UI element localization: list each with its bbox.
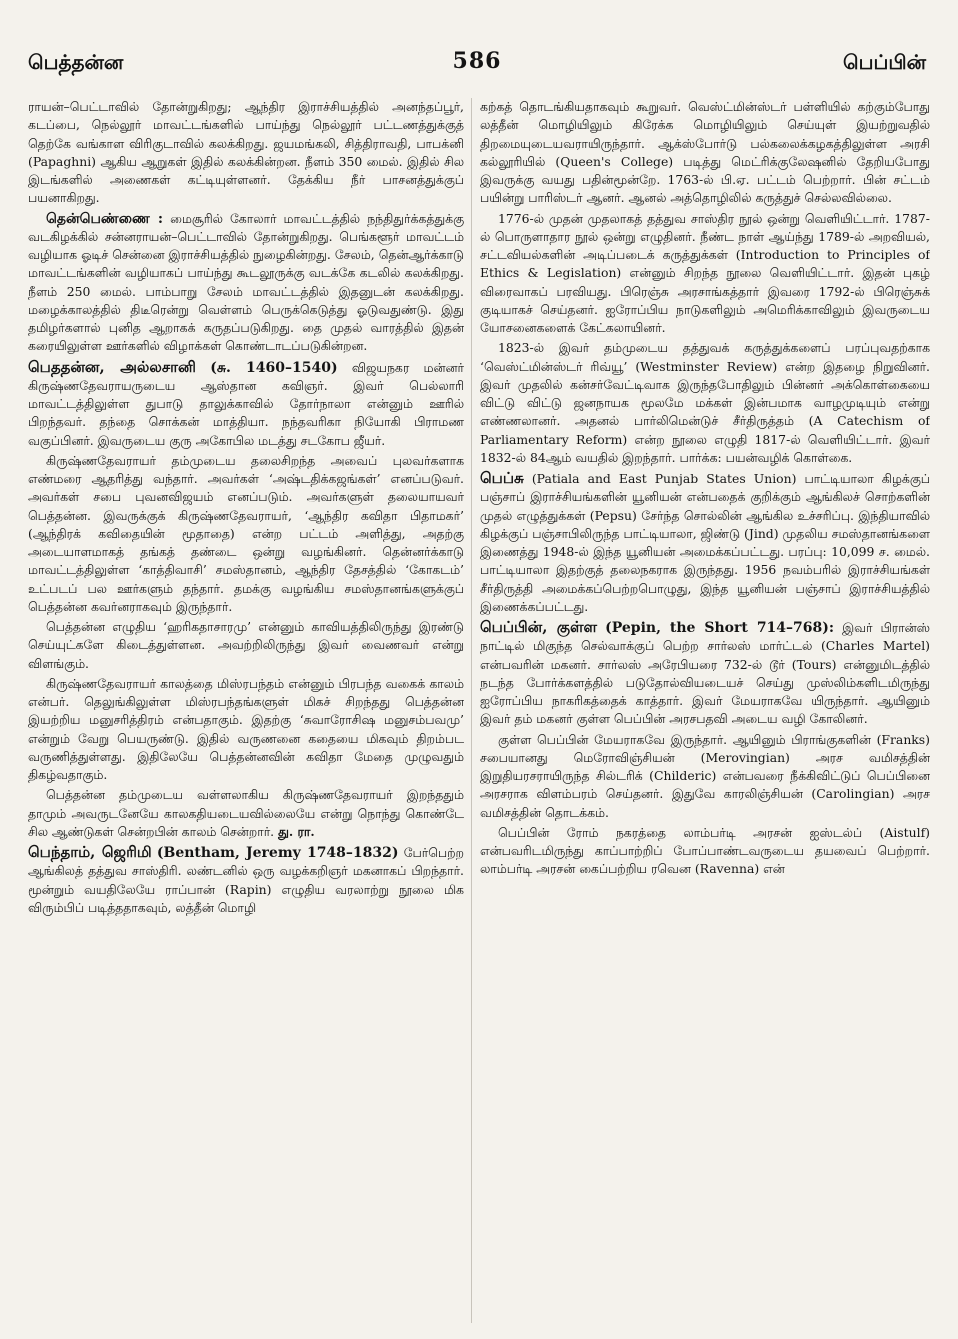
entry-text: (Patiala and East Punjab States Union) பாட்டியாலா கிழக்குப் பஞ்சாப் இராச்சியங்களின் யூனியன் என்பதைக் குறிக்கும் ஆங்கிலச் சொற்களின் முதல் எழுத்துக்கள் (Pepsu) சேர்ந்த சொல்லின் ஆங்கில உச்சரிப்பு. இந்தியாவில் கிழக்குப் பஞ்சாபிலிருந்த பாட்டியாலா, ஜிண்டு (Jind) முதலிய சமஸ்தானங்களை இணைத்து 1948-ல் இந்த யூனியன் அமைக்கப்பட்டது. பரப்பு: 10,099 ச. மைல். பாட்டியாலா இதற்குத் தலைநகராக இருந்தது. 1956 நவம்பரில் இராச்சியங்கள் சீர்திருத்தி அமைக்கப்பெற்றபொழுது, இந்த யூனியன் பஞ்சாப் இராச்சியத்தில் இணைக்கப்பட்டது.: [480, 471, 930, 614]
thenpennai-paragraph: [28, 210, 464, 356]
entry-text: பேர்பெற்ற ஆங்கிலத் தத்துவ சாஸ்திரி. லண்டனில் ஒரு வழக்கறிஞர் மகனாகப் பிறந்தார். மூன்றும் வயதிலேயே ராப்பான் (Rapin) எழுதிய வரலாற்று நூலை மிக விரும்பிப் படித்ததாகவும், லத்தீன் மொழி: [28, 845, 464, 915]
entry-paragraph: பெப்பின் ரோம் நகரத்தை லாம்பர்டி அரசன் ஐஸ்டல்ப் (Aistulf) என்பவரிடமிருந்து காப்பாற்றிப் போப்பாண்டவருடைய தயவைப் பெற்றார். லாம்பர்டி அரசன் கைப்பற்றிய ரவென (Ravenna) என்: [480, 824, 930, 877]
entry-heading-pepsu: பெப்சு: [480, 469, 524, 487]
river-paragraph: ராயன்–பெட்டாவில் தோன்றுகிறது; ஆந்திர இராச்சியத்தில் அனந்தப்பூர், கடப்பை, நெல்லூர் மாவட்டங்களில் பாய்ந்து நெல்லூர் பட்டணத்துக்குத் தெற்கே வங்காள விரிகுடாவில் கலக்கிறது. ஜயமங்கலி, சித்திராவதி, பாபக்னி (Papaghni) ஆகிய ஆறுகள் இதில் கலக்கின்றன. நீளம் 350 மைல். இதில் சில இடங்களில் அணைகள் கட்டியுள்ளனர். தேக்கிய நீர் பாசனத்துக்குப் பயனாகிறது.: [28, 99, 464, 206]
thenpennai-heading: தென்பெண்ணை :: [46, 210, 164, 227]
entry-paragraph: பெத்தன்ன எழுதிய ‘ஹரிகதாசாரமு’ என்னும் காவியத்திலிருந்து இரண்டு செய்யுட்களே கிடைத்துள்ளன. அவற்றிலிருந்து இவர் வைணவர் என்று விளங்கும்.: [28, 619, 464, 671]
author-signature: து. ரா.: [278, 823, 315, 839]
entry-dates-peddana: (சு. 1460–1540): [210, 359, 338, 376]
header-left-guide-word: பெத்தன்ன: [28, 50, 124, 74]
entry-paragraph: கிருஷ்ணதேவராயர் காலத்தை மிஸ்ரபந்தம் என்னும் பிரபந்த வகைக் காலம் என்பர். தெலுங்கிலுள்ள மிஸ்ரபந்தங்களுள் மிகச் சிறந்தது பெத்தன்ன இயற்றிய மனுசரித்திரம் என்பதாகும். இதற்கு ‘சுவாரோசிஷ மனுசம்பவமு’ என்றும் வேறு பெயருண்டு. இதில் வருணனை கதையை மிகவும் திறம்பட வருணித்துள்ளது. இதிலேயே பெத்தன்னவின் கவிதா மேதை முழுவதும் திகழ்வதாகும்.: [28, 675, 464, 782]
entry-text: பெத்தன்ன தம்முடைய வள்ளலாகிய கிருஷ்ணதேவராயர் இறந்ததும் தாமும் அவருடனேயே காலகதியடையவில்லையே என்று நொந்து கொண்டே சில ஆண்டுகள் சென்றபின் காலம் சென்றார்.: [28, 787, 464, 839]
entry-heading-peddana: பெததன்ன, அல்லசானி: [28, 357, 196, 376]
entry-peddana: [28, 358, 464, 450]
entry-dates-bentham: (Bentham, Jeremy 1748–1832): [156, 845, 399, 861]
entry-heading-bentham: பெந்தாம், ஜெரிமி: [28, 843, 152, 861]
header-right-guide-word: பெப்பின்: [843, 50, 926, 74]
entry-paragraph: 1776-ல் முதன் முதலாகத் தத்துவ சாஸ்திர நூல் ஒன்று வெளியிட்டார். 1787-ல் பொருளாதார நூல் ஒன்று எழுதினர். நீண்ட நாள் ஆய்ந்து 1789-ல் அறவியல், சட்டவியல்களின் அடிப்படைக் கருத்துக்கள் (Introduction to Principles of Ethics & Legislation) என்னும் சிறந்த நூலை வெளியிட்டார். இதன் புகழ் விரைவாகப் பரவியது. பிரெஞ்சு அரசாங்கத்தார் இவரை 1792-ல் பிரெஞ்சுக் குடியாகச் செய்தனர். ஐரோப்பிய நாடுகளிலும் அமெரிக்காவிலும் இவருடைய யோசனைகளைக் கேட்கலாயினர்.: [480, 210, 930, 335]
entry-paragraph: 1823-ல் இவர் தம்முடைய தத்துவக் கருத்துக்களைப் பரப்புவதற்காக ‘வெஸ்ட்மின்ஸ்டர் ரிவ்யூ’ (Westminster Review) என்ற இதழை நிறுவினர். இவர் முதலில் கன்சர்வேட்டிவாக இருந்தபோதிலும் பின்னர் அக்கொள்கையை விட்டு விட்டு ஜனநாயக மூலமே மக்கள் இன்பமாக வாழமுடியும் என்று எண்ணலானர். அதனல் பார்லிமென்டுச் சீர்திருத்தம் (A Catechism of Parliamentary Reform) என்ற நூலை எழுதி 1817-ல் வெளியிட்டார். இவர் 1832-ல் 84ஆம் வயதில் இறந்தார். பார்க்க: பயன்வழிக் கொள்கை.: [480, 340, 930, 465]
entry-dates-pepin: (Pepin, the Short 714–768):: [605, 620, 835, 636]
entry-text: இவர் பிரான்ஸ் நாட்டில் மிகுந்த செல்வாக்குப் பெற்ற சார்லஸ் மார்ட்டல் (Charles Martel) என்பவரின் மகனர். சார்லஸ் அரேபியரை 732-ல் டூர் (Tours) என்னுமிடத்தில் நடந்த போர்க்களத்தில் படுதோல்வியடையச் செய்து முஸ்லிம்களிடமிருந்து ஐரோப்பிய நாகரிகத்தைக் காத்தார். இவர் மேயராகவே யிருந்தார். ஆயினும் இவர் தம் மகனர் குள்ள பெப்பின் அரசபதவி அடைய வழி கோலினர்.: [480, 620, 930, 727]
left-column: [28, 98, 464, 1333]
entry-pepsu: [480, 469, 930, 616]
bentham-continued: கற்கத் தொடங்கியதாகவும் கூறுவர். வெஸ்ட்மின்ஸ்டர் பள்ளியில் கற்கும்போது லத்தீன் மொழியிலும் கிரேக்க மொழியிலும் செய்யுள் இயற்றுவதில் திறமையுடையவராயிருந்தார். ஆக்ஸ்போர்டு பல்கலைக்கழகத்திலுள்ள அரசி கல்லூரியில் (Queen's College) படித்து மெட்ரிக்குலேஷனில் தேறியபோது இவருக்கு வயது பதின்மூன்றே. 1763-ல் பி.ஏ. பட்டம் பெற்றார். பின் சட்டம் பயின்று பாரிஸ்டர் ஆனர். ஆனல் அத்தொழிலில் கருத்துச் செல்லவில்லை.: [480, 99, 930, 206]
page-number: 586: [452, 48, 502, 74]
page-header: [28, 50, 926, 90]
entry-paragraph: குள்ள பெப்பின் மேயராகவே இருந்தார். ஆயினும் பிராங்குகளின் (Franks) சபையானது மெரோவிஞ்சியன் (Merovingian) அரச வமிசத்தின் இறுதியரசராயிருந்த சில்டரிக் (Childeric) என்பவரை நீக்கிவிட்டுப் பெப்பினை அரசராக விளம்பரம் செய்தனர். இதுவே காரலிஞ்சியன் (Carolingian) அரச வமிசத்தின் தொடக்கம்.: [480, 731, 930, 820]
entry-bentham: [28, 843, 464, 917]
right-column: [480, 98, 930, 1333]
entry-pepin: [480, 618, 930, 729]
entry-heading-pepin: பெப்பின், குள்ள: [480, 618, 598, 636]
entry-text: விஜயநகர மன்னர் கிருஷ்ணதேவராயருடைய ஆஸ்தான கவிஞர். இவர் பெல்லாரி மாவட்டத்திலுள்ள துபாடு தாலுக்காவில் தோர்நாலா என்னும் ஊரில் பிறந்தவர். தந்தை சொக்கன் மாத்தியா. நந்தவரிகா நியோகி பிராமண வகுப்பினர். இவருடைய குரு அகோபில மடத்து சடகோப ஜீயர்.: [28, 359, 464, 448]
thenpennai-text: மைசூரில் கோலார் மாவட்டத்தில் நந்திதுர்க்கத்துக்கு வடகிழக்கில் சன்னராயன்–பெட்டாவில் தோன்றுகிறது. பெங்களூர் மாவட்டம் வழியாக ஓடிச் சென்னை இராச்சியத்தில் நுழைகின்றது. சேலம், தென்ஆர்க்காடு மாவட்டங்களின் வழியாகப் பாய்ந்து கூடலூருக்கு வடக்கே கடலில் கலக்கிறது. நீளம் 250 மைல். பாம்பாறு சேலம் மாவட்டத்தில் இதனுடன் கலக்கிறது. மழைக்காலத்தில் திடீரென்று வெள்ளம் பெருக்கெடுத்து ஓடுவதுண்டு. இது தமிழர்களால் புனித ஆறாகக் கருதப்படுகிறது. தை முதல் வாரத்தில் இதன் கரையிலுள்ள ஊர்களில் விழாக்கள் கொண்டாடப்படுகின்றன.: [28, 210, 464, 354]
column-divider: [471, 98, 472, 1323]
entry-paragraph: கிருஷ்ணதேவராயர் தம்முடைய தலைசிறந்த அவைப் புலவர்களாக எண்மரை ஆதரித்து வந்தார். அவர்கள் ‘அஷ்டதிக்கஜங்கள்’ எனப்படுவர். அவர்கள் சபை புவனவிஜயம் எனப்படும். அவர்களுள் தலையாயவர் பெத்தன்ன. இவருக்குக் கிருஷ்ணதேவராயர், ‘ஆந்திர கவிதா பிதாமகர்’ (ஆந்திரக் கவிதையின் மூதாதை) என்ற பட்டம் அளித்து, அதற்கு அடையாளமாகத் தங்கத் தண்டை ஒன்று வழங்கினர். தென்னர்க்காடு மாவட்டத்திலுள்ள ‘காத்திவாசி’ சமஸ்தானம், ஆந்திர தேசத்தில் ‘கோகடம்’ உட்படப் பல ஊர்களும் தந்தார். தமக்கு வழங்கிய சமஸ்தானங்களுக்குப் பெத்தன்ன கவர்னராகவும் இருந்தார்.: [28, 452, 464, 614]
entry-paragraph: [28, 786, 464, 841]
